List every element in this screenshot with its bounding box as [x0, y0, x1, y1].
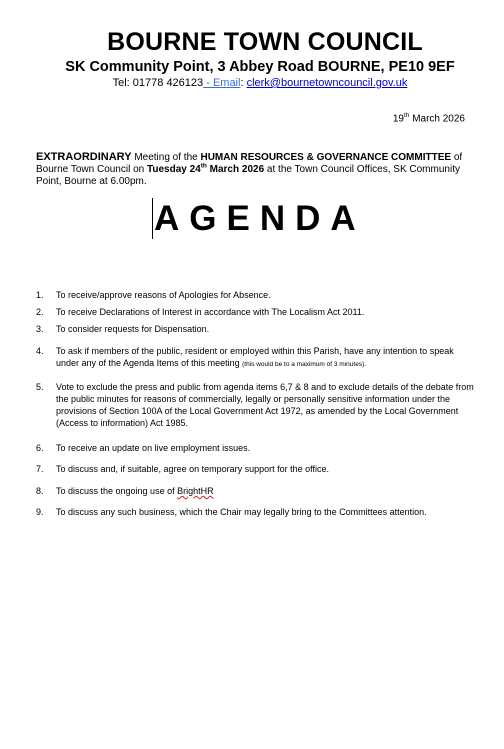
council-address: SK Community Point, 3 Abbey Road BOURNE, PE10 9EF	[65, 59, 455, 75]
spellcheck-flagged-word: BrightHR	[177, 486, 214, 496]
agenda-heading: AGENDA	[154, 199, 366, 238]
meeting-intro: EXTRAORDINARY Meeting of the HUMAN RESOURCES & GOVERNANCE COMMITTEE of Bourne Town Council on Tuesday 24th March 2026 at the Town Council Offices, SK Community Point, Bourne at 6.00pm.	[36, 151, 463, 187]
council-name: BOURNE TOWN COUNCIL	[107, 28, 423, 56]
meeting-type: EXTRAORDINARY	[36, 151, 132, 163]
email-link[interactable]: clerk@bournetowncouncil.gov.uk	[246, 77, 408, 89]
separator: -	[203, 77, 213, 89]
council-contact: Tel: 01778 426123 - Email: clerk@bournetowncouncil.gov.uk	[112, 77, 408, 89]
meeting-date: Tuesday 24th March 2026	[147, 162, 265, 175]
email-label: Email	[212, 77, 241, 89]
letter-date: 19th March 2026	[392, 112, 465, 125]
text-cursor	[152, 198, 153, 239]
telephone: Tel: 01778 426123	[112, 77, 204, 89]
document-page: BOURNE TOWN COUNCIL SK Community Point, 3 Abbey Road BOURNE, PE10 9EF Tel: 01778 426123 - Email: clerk@bournetowncouncil.gov.uk 19th March 2026 EXTRAORDINARY Meeting of the HUMAN RESOURCES & GOVERNANCE COMMITTEE of Bourne Town Council on Tuesday 24th March 2026 at the Town Council Offices, SK Community Point, Bourne at 6.00pm. AGENDA 1. To receive/approve reasons of Apologies for Absence. 2. To receive Declarations of Interest in accordance with The Localism Act 2011. 3. To consider requests for Dispensation. 4. To ask if members of the public, resident or employed within this Parish, have any intention to speak under any of the Agenda Items of this meeting (this would be to a maximum of 3 minutes). 5. Vote to exclude the press and public from agenda items 6,7 & 8 and to exclude details of the debate from the public minutes for reasons of commercially, legally or personally sensitive information under the provisions of Section 100A of the Local Government Act 1972, as amended by the Local Government (Access to information) Act 1985. 6. To receive an update on live employment issues. 7. To discuss and, if suitable, agree on temporary support for the office. 8. To discuss the ongoing use of BrightHR 9. To discuss any such business, which the Chair may legally bring to the Committees attention.	[0, 0, 504, 749]
committee-name: HUMAN RESOURCES & GOVERNANCE COMMITTEE	[200, 152, 452, 163]
